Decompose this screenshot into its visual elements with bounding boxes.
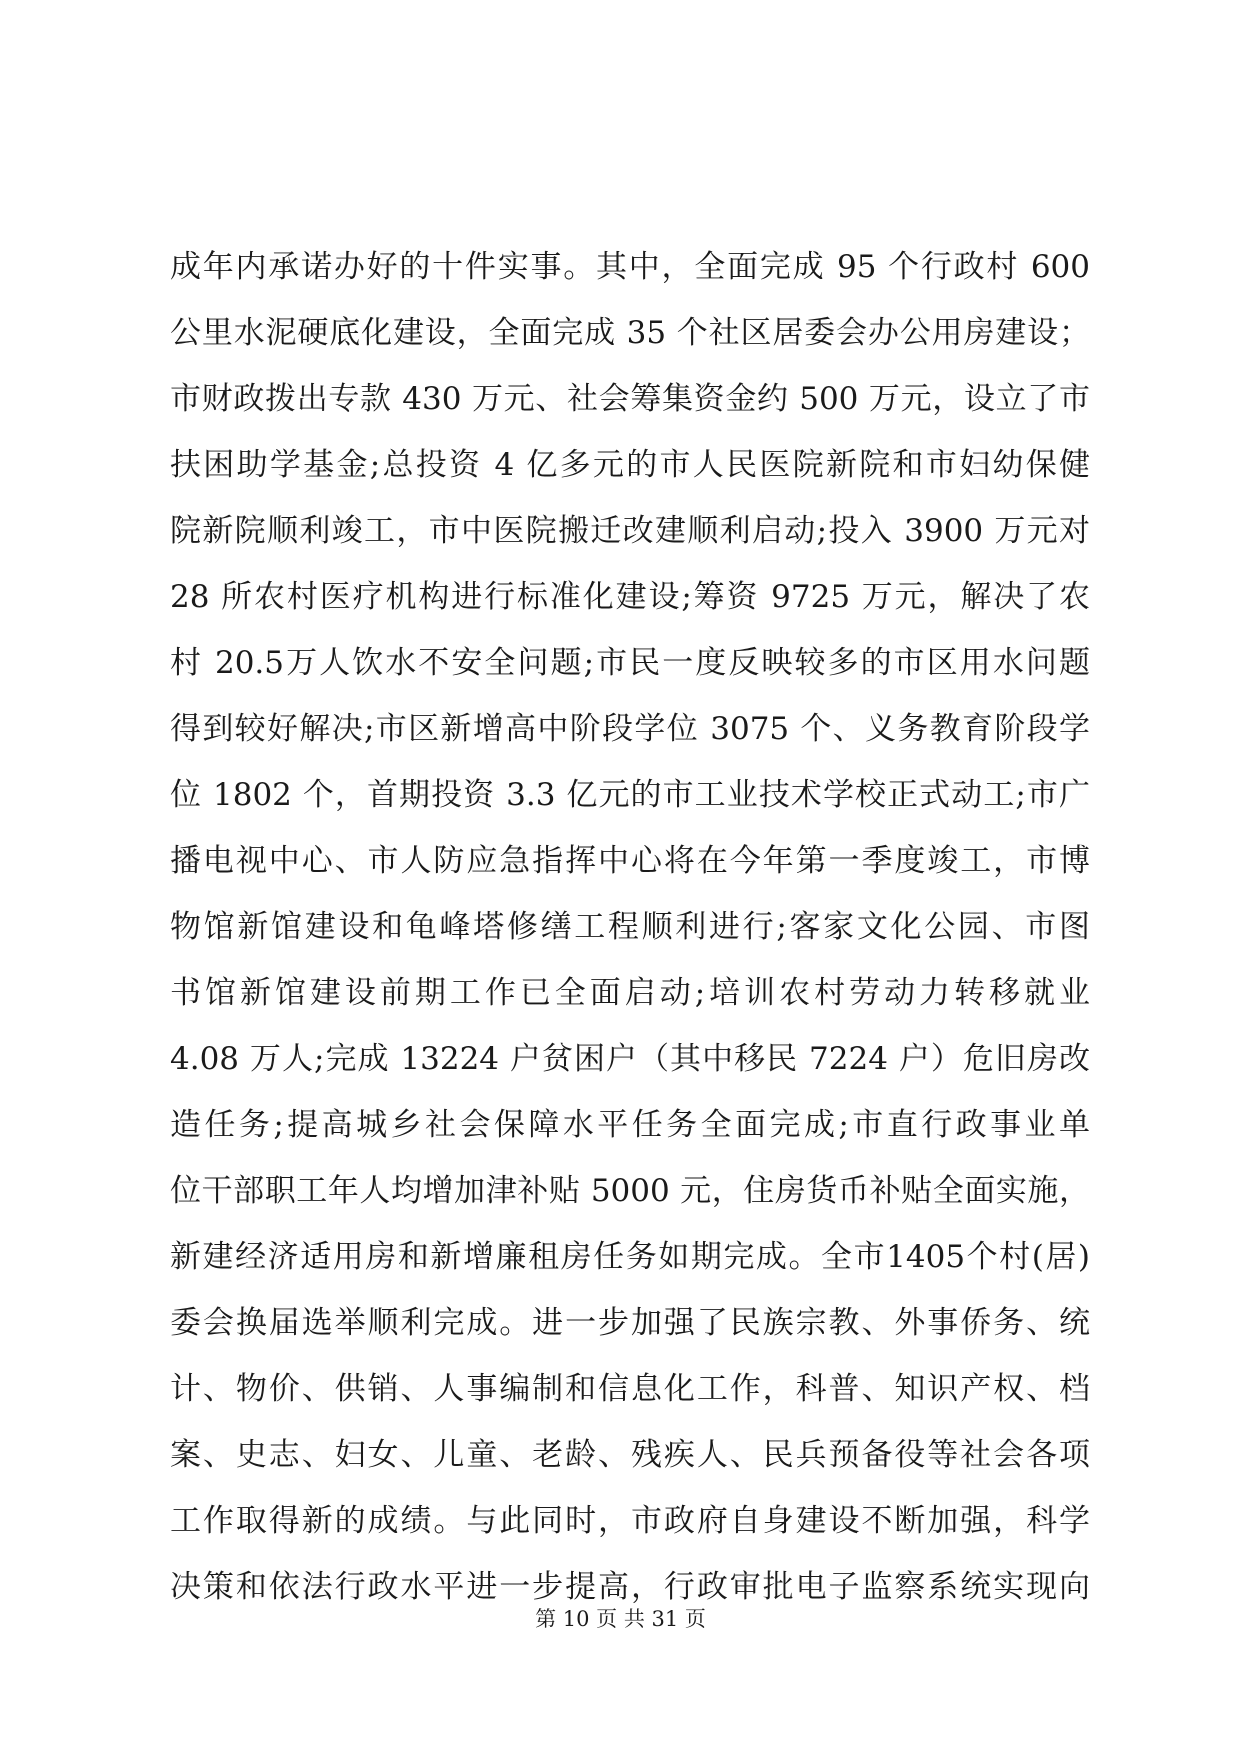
text-line: 造任务;提高城乡社会保障水平任务全面完成;市直行政事业单	[170, 1107, 1090, 1143]
text-line: 播电视中心、市人防应急指挥中心将在今年第一季度竣工，市博	[170, 843, 1090, 879]
text-line: 4.08 万人;完成 13224 户贫困户（其中移民 7224 户）危旧房改	[170, 1041, 1090, 1077]
text-line: 院新院顺利竣工，市中医院搬迁改建顺利启动;投入 3900 万元对	[170, 513, 1090, 549]
text-line: 位 1802 个，首期投资 3.3 亿元的市工业技术学校正式动工;市广	[170, 777, 1090, 813]
text-line: 位干部职工年人均增加津补贴 5000 元，住房货币补贴全面实施，	[170, 1173, 1090, 1209]
text-line: 案、史志、妇女、儿童、老龄、残疾人、民兵预备役等社会各项	[170, 1437, 1090, 1473]
text-line: 物馆新馆建设和龟峰塔修缮工程顺利进行;客家文化公园、市图	[170, 909, 1090, 945]
body-text	[170, 234, 1090, 1620]
text-line: 成年内承诺办好的十件实事。其中，全面完成 95 个行政村 600	[170, 249, 1090, 285]
page-number-footer: 第 10 页 共 31 页	[535, 1607, 706, 1631]
text-line: 扶困助学基金;总投资 4 亿多元的市人民医院新院和市妇幼保健	[170, 447, 1090, 483]
text-line: 计、物价、供销、人事编制和信息化工作，科普、知识产权、档	[170, 1371, 1090, 1407]
text-line: 工作取得新的成绩。与此同时，市政府自身建设不断加强，科学	[170, 1503, 1090, 1539]
text-line: 28 所农村医疗机构进行标准化建设;筹资 9725 万元，解决了农	[170, 579, 1090, 615]
text-line: 公里水泥硬底化建设，全面完成 35 个社区居委会办公用房建设；	[170, 315, 1090, 351]
text-line: 市财政拨出专款 430 万元、社会筹集资金约 500 万元，设立了市	[170, 381, 1090, 417]
text-line: 决策和依法行政水平进一步提高，行政审批电子监察系统实现向	[170, 1569, 1090, 1605]
text-line: 书馆新馆建设前期工作已全面启动;培训农村劳动力转移就业	[170, 975, 1090, 1011]
text-line: 得到较好解决;市区新增高中阶段学位 3075 个、义务教育阶段学	[170, 711, 1090, 747]
text-line: 新建经济适用房和新增廉租房任务如期完成。全市1405个村(居)	[170, 1239, 1090, 1275]
text-line: 村 20.5万人饮水不安全问题;市民一度反映较多的市区用水问题	[170, 645, 1090, 681]
text-line: 委会换届选举顺利完成。进一步加强了民族宗教、外事侨务、统	[170, 1305, 1090, 1341]
